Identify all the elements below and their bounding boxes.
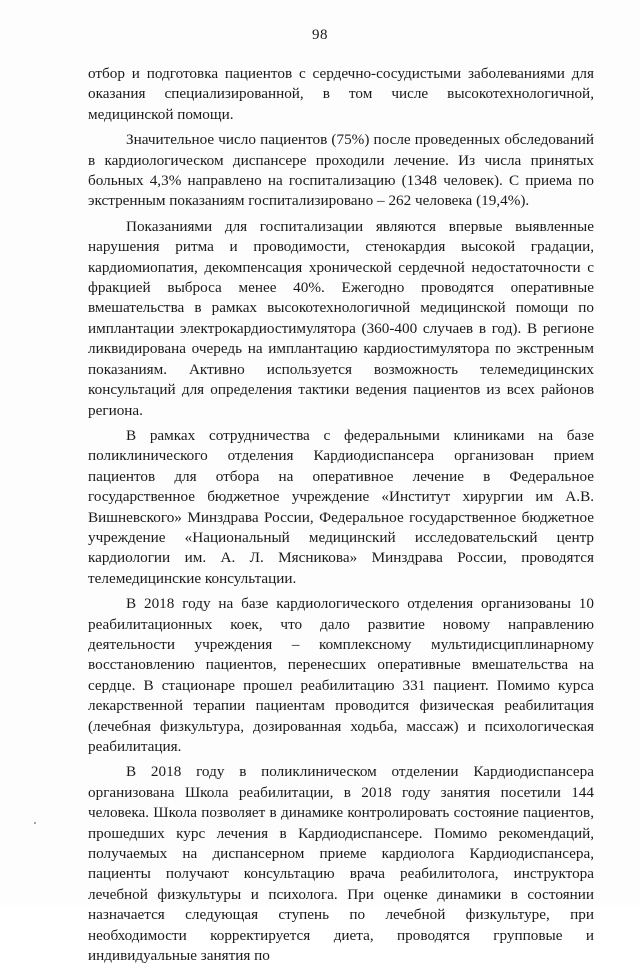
paragraph: Значительное число пациентов (75%) после проведенных обследований в кардиологическом диспансере проходили лечение. Из числа принятых больных 4,3% направлено на госпитализацию (1348 человек). С приема по экстренным показаниям госпитализировано – 262 человека (19,4%). bbox=[88, 131, 594, 210]
paragraph-continuation: отбор и подготовка пациентов с сердечно-сосудистыми заболеваниями для оказания специализированной, в том числе высокотехнологичной, медицинской помощи. bbox=[88, 65, 594, 123]
paragraph: В 2018 году на базе кардиологического отделения организованы 10 реабилитационных коек, что дало развитие новому направлению деятельности учреждения – комплексному мультидисциплинарному восстановлению пациентов, перенесших оперативные вмешательства на сердце. В стационаре прошел реабилитацию 331 пациент. Помимо курса лекарственной терапии пациентам проводится физическая реабилитация (лечебная физкультура, дозированная ходьба, массаж) и психологическая реабилитация. bbox=[88, 595, 594, 755]
page-number: 98 bbox=[312, 27, 328, 43]
paragraph: В рамках сотрудничества с федеральными клиниками на базе поликлинического отделения Кардиодиспансера организован прием пациентов для отбора на оперативное лечение в Федеральное государственное бюджетное учреждение «Институт хирургии им А.В. Вишневского» Минздрава России, Федеральное государственное бюджетное учреждение «Национальный медицинский исследовательский центр кардиологии им. А. Л. Мясникова» Минздрава России, проводятся телемедицинские консультации. bbox=[88, 426, 594, 587]
scan-speck bbox=[34, 822, 36, 824]
paragraph: Показаниями для госпитализации являются впервые выявленные нарушения ритма и проводимости, стенокардия высокой градации, кардиомиопатия, декомпенсация хронической сердечной недостаточности с фракцией выброса менее 40%. Ежегодно проводятся оперативные вмешательства в рамках высокотехнологичной медицинской помощи по имплантации электрокардиостимулятора (360-400 случаев в год). В регионе ликвидирована очередь на имплантацию кардиостимулятора по экстренным показаниям. Активно используется возможность телемедицинских консультаций для определения тактики ведения пациентов из всех районов региона. bbox=[88, 217, 594, 419]
body-text bbox=[88, 64, 594, 966]
paragraph: В 2018 году в поликлиническом отделении Кардиодиспансера организована Школа реабилитации, в 2018 году занятия посетили 144 человека. Школа позволяет в динамике контролировать состояние пациентов, прошедших курс лечения в Кардиодиспансере. Помимо рекомендаций, получаемых на диспансерном приеме кардиолога Кардиодиспансера, пациенты получают консультацию врача реабилитолога, инструктора лечебной физкультуры и психолога. При оценке динамики в состоянии назначается следующая ступень по лечебной физкультуре, при необходимости корректируется диета, проводятся групповые и индивидуальные занятия по bbox=[88, 763, 594, 965]
